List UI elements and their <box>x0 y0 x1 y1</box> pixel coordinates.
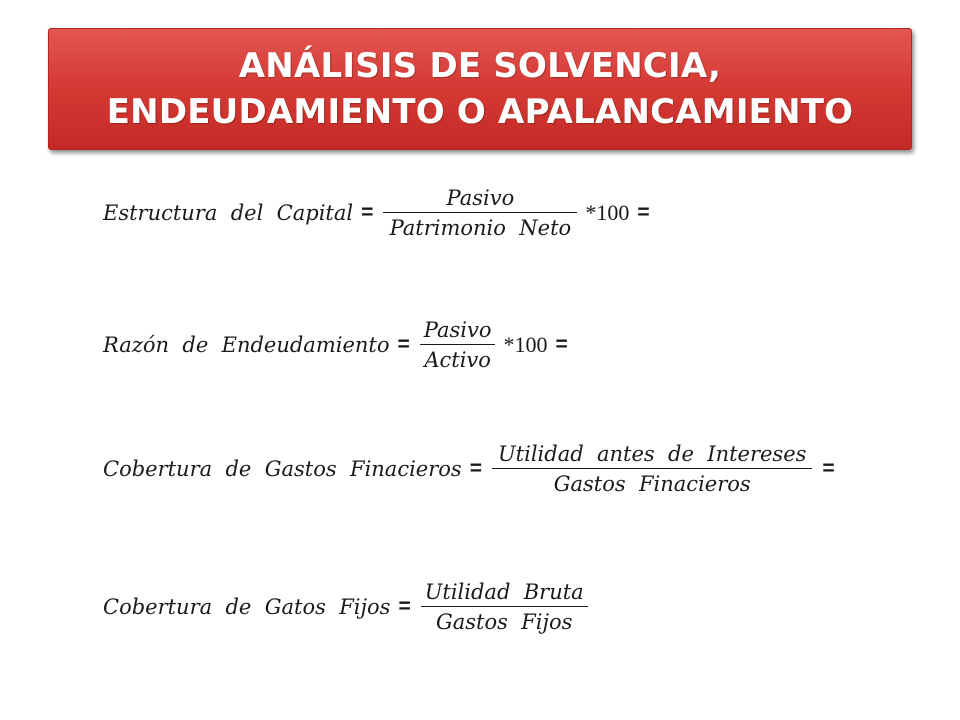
numerator: Pasivo <box>383 186 577 213</box>
title-banner <box>48 28 912 150</box>
fraction <box>421 580 588 634</box>
denominator: Activo <box>424 348 491 372</box>
multiplier: *100 <box>585 200 630 225</box>
title-line-2: ENDEUDAMIENTO O APALANCAMIENTO <box>106 92 854 132</box>
numerator: Utilidad antes de Intereses <box>492 442 812 469</box>
trailing-equals-sign: = <box>555 333 568 356</box>
fraction <box>383 186 577 240</box>
numerator: Pasivo <box>420 318 496 345</box>
formula-cobertura-gastos-fijos <box>103 580 590 634</box>
formula-cobertura-gastos-financieros <box>103 442 843 496</box>
fraction <box>420 318 496 372</box>
equals-sign: = <box>361 201 374 224</box>
formula-label: Cobertura de Gatos Fijos <box>103 595 391 619</box>
fraction <box>492 442 812 496</box>
trailing-equals-sign: = <box>822 457 835 480</box>
title-line-1: ANÁLISIS DE SOLVENCIA, <box>238 46 722 86</box>
formula-label: Razón de Endeudamiento <box>103 333 390 357</box>
denominator: Gastos Finacieros <box>553 472 751 496</box>
formula-label: Estructura del Capital <box>103 201 354 225</box>
equals-sign: = <box>469 457 482 480</box>
formula-razon-endeudamiento <box>103 318 576 372</box>
equals-sign: = <box>398 595 411 618</box>
denominator: Gastos Fijos <box>435 610 573 634</box>
formula-estructura-capital <box>103 186 658 240</box>
equals-sign: = <box>397 333 410 356</box>
numerator: Utilidad Bruta <box>421 580 588 607</box>
multiplier: *100 <box>503 332 548 357</box>
denominator: Patrimonio Neto <box>389 216 572 240</box>
trailing-equals-sign: = <box>637 201 650 224</box>
formula-label: Cobertura de Gastos Finacieros <box>103 457 462 481</box>
